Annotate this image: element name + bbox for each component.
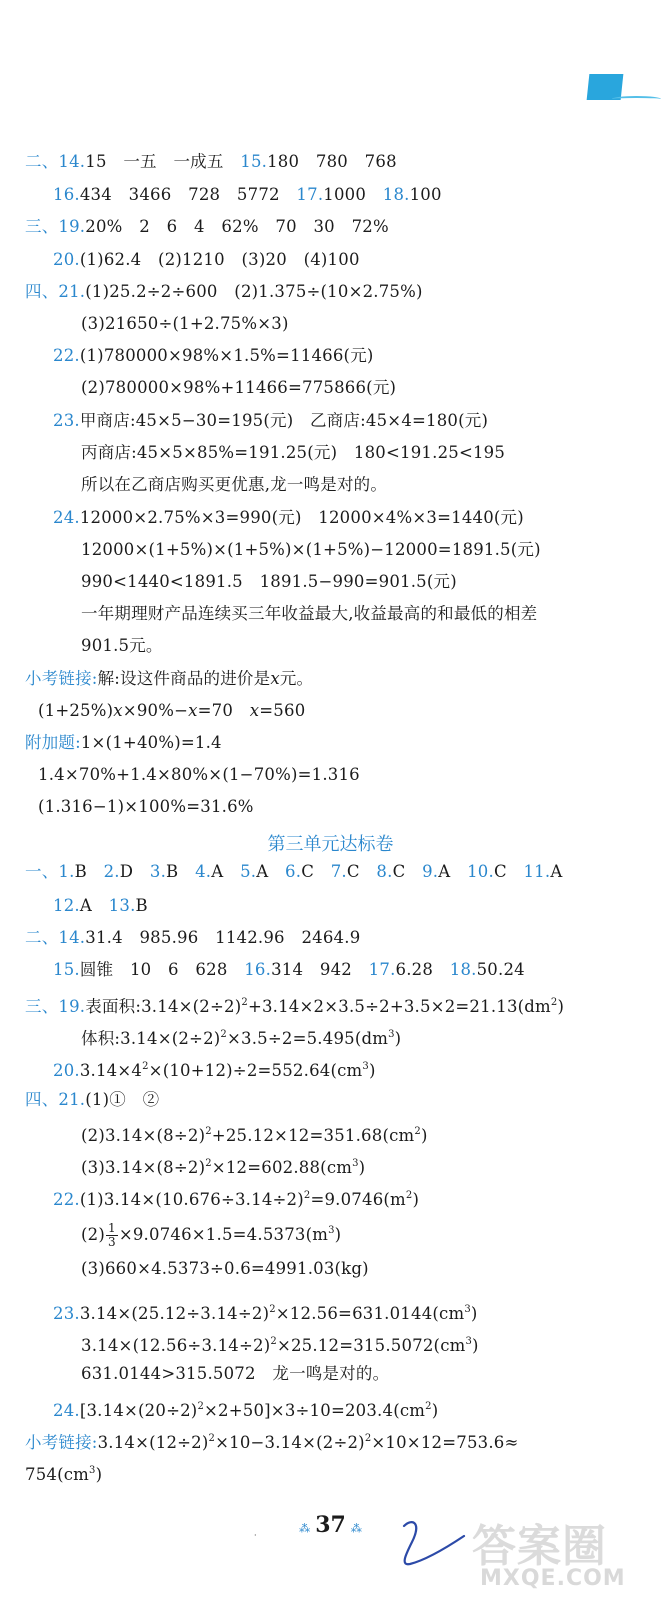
question-number: 19. [58, 997, 86, 1016]
question-number: 4. [195, 862, 212, 881]
question-number: 5. [240, 862, 257, 881]
exponent: 2 [550, 997, 558, 1008]
answer-text: C [301, 862, 331, 881]
question-number: 22. [53, 346, 80, 365]
question-number: 18. [449, 960, 477, 979]
answer-text: ) [431, 1401, 439, 1420]
footer-ornament-left: ⁂ [299, 1522, 311, 1535]
answer-line [53, 508, 524, 528]
section-label: 小考链接: [25, 669, 98, 688]
variable-x: x [249, 701, 260, 720]
answer-text: ) [368, 1061, 376, 1080]
answer-line [53, 1186, 419, 1210]
question-number: 17. [296, 185, 324, 204]
answer-line [81, 443, 505, 463]
answer-text: C [493, 862, 524, 881]
answer-text: 1.4×70%+1.4×80%×(1−70%)=1.316 [38, 765, 360, 784]
section-label: 三、 [25, 997, 59, 1016]
variable-x: x [113, 701, 123, 720]
answer-line [81, 378, 396, 398]
answer-line [53, 411, 488, 431]
section-label: 四、 [25, 1090, 59, 1109]
watermark-logo-text: 答案圈 [472, 1521, 607, 1572]
answer-text: 丙商店:45×5×85%=191.25(元) 180<191.25<195 [81, 443, 506, 462]
answer-text: ×(10+12)÷2=552.64(cm [148, 1061, 363, 1080]
answer-text: ) [470, 1304, 478, 1323]
answer-text: ) [472, 1336, 479, 1355]
answer-text: A [438, 862, 468, 881]
answer-text: ) [557, 997, 565, 1016]
fraction [106, 1222, 118, 1249]
corner-decoration-line [612, 96, 661, 102]
answer-line [81, 1259, 369, 1279]
question-number: 24. [53, 1401, 80, 1420]
question-number: 11. [523, 862, 551, 881]
answer-line [53, 185, 442, 205]
answer-text: 1000 [323, 185, 383, 204]
section-label: 二、 [25, 928, 59, 947]
question-number: 10. [467, 862, 494, 881]
answer-line [53, 1397, 438, 1421]
answer-line [53, 1300, 478, 1324]
question-number: 3. [149, 862, 167, 881]
answer-text: (1)① ② [85, 1090, 160, 1109]
answer-text: (1)62.4 (2)1210 (3)20 (4)100 [79, 250, 360, 269]
section-label: 附加题: [25, 733, 81, 752]
answer-text: D [119, 862, 150, 881]
answer-text: (3)21650÷(1+2.75%×3) [81, 314, 289, 333]
exponent: 2 [270, 1336, 277, 1347]
answer-text: [3.14×(20÷2) [79, 1401, 198, 1420]
answer-text: 314 942 [271, 960, 369, 979]
answer-text: 表面积:3.14×(2÷2) [85, 997, 242, 1016]
answer-line [53, 896, 148, 916]
handwritten-mark [398, 1508, 468, 1584]
answer-text: 180 780 768 [267, 152, 397, 171]
exponent: 3 [388, 1029, 395, 1040]
variable-x: x [188, 701, 198, 720]
exponent: 2 [364, 1433, 372, 1444]
answer-line [81, 1364, 389, 1384]
answer-line [53, 346, 374, 366]
answer-line [25, 993, 564, 1017]
answer-line [25, 1461, 102, 1485]
question-number: 12. [53, 896, 80, 915]
answer-text: ) [412, 1190, 420, 1209]
question-number: 24. [53, 508, 80, 527]
answer-line [81, 636, 163, 656]
page-number: 37 [315, 1512, 346, 1538]
answer-text: 圆锥 10 6 628 [79, 960, 245, 979]
question-number: 14. [58, 928, 86, 947]
answer-text: A [79, 896, 109, 915]
answer-text: C [346, 862, 377, 881]
answer-line [81, 1025, 401, 1049]
section-title: 第三单元达标卷 [267, 834, 394, 855]
answer-text: 434 3466 728 5772 [79, 185, 297, 204]
question-number: 1. [58, 862, 75, 881]
question-number: 19. [58, 217, 86, 236]
answer-text: 1×(1+40%)=1.4 [80, 733, 222, 752]
answer-text: A [550, 862, 563, 881]
answer-text: 解:设这件商品的进价是 [97, 669, 271, 688]
answer-line [81, 540, 541, 560]
answer-text: ×10−3.14×(2÷2) [215, 1433, 365, 1452]
answer-line [25, 862, 562, 882]
answer-text: ×9.0746×1.5=4.5373(m [118, 1225, 329, 1244]
question-number: 13. [108, 896, 136, 915]
exponent: 3 [465, 1336, 473, 1347]
answer-text: 3.14×(12÷2) [97, 1433, 209, 1452]
answer-text: B [166, 862, 196, 881]
answer-line [38, 797, 254, 817]
answer-text: (1)780000×98%×1.5%=11466(元) [79, 346, 374, 365]
answer-line [81, 1122, 428, 1146]
answer-text: 3.14×(12.56÷3.14÷2) [81, 1336, 271, 1355]
section-label: 二、 [25, 152, 59, 171]
answer-text: 20% 2 6 4 62% 70 30 72% [85, 217, 389, 236]
variable-x: x [270, 669, 280, 688]
answer-text: C [392, 862, 423, 881]
answer-text: A [211, 862, 241, 881]
exponent: 3 [362, 1061, 369, 1072]
answer-text: 一年期理财产品连续买三年收益最大,收益最高的和最低的相差 [81, 604, 538, 623]
answer-text: 体积:3.14×(2÷2) [81, 1029, 221, 1048]
answer-line [25, 1429, 519, 1453]
answer-line [25, 152, 397, 172]
question-number: 21. [58, 1090, 86, 1109]
answer-text: 12000×2.75%×3=990(元) 12000×4%×3=1440(元) [79, 508, 524, 527]
answer-text: 3.14×4 [79, 1061, 143, 1080]
answer-text: ) [394, 1029, 402, 1048]
answer-line [25, 669, 313, 689]
question-number: 17. [368, 960, 396, 979]
answer-line [25, 928, 360, 948]
answer-text: A [256, 862, 286, 881]
answer-text: (1)25.2÷2÷600 (2)1.375÷(10×2.75%) [85, 282, 423, 301]
footer-ornament-right: ⁂ [350, 1522, 362, 1535]
exponent: 2 [241, 997, 248, 1008]
watermark [472, 1510, 626, 1591]
answer-text: ) [420, 1126, 428, 1145]
question-number: 8. [376, 862, 393, 881]
answer-line [38, 701, 305, 721]
exponent: 2 [220, 1029, 227, 1040]
answer-text: ) [334, 1225, 342, 1244]
answer-text: ×2+50]×3÷10=203.4(cm [204, 1401, 426, 1420]
answer-text: 990<1440<1891.5 1891.5−990=901.5(元) [81, 572, 457, 591]
answer-text: B [135, 896, 148, 915]
answer-text: ) [95, 1465, 103, 1484]
section-label: 小考链接: [25, 1433, 98, 1452]
fraction-numerator: 1 [107, 1221, 116, 1235]
exponent: 2 [425, 1401, 432, 1412]
answer-line [25, 733, 222, 753]
answer-line [81, 1221, 341, 1249]
answer-text: ×90%− [122, 701, 189, 720]
answer-line [81, 475, 387, 495]
answer-text: (3)3.14×(8÷2) [81, 1158, 206, 1177]
answer-line [53, 960, 525, 980]
section-label: 一、 [25, 862, 59, 881]
answer-line [25, 282, 423, 302]
question-number: 14. [58, 152, 86, 171]
answer-text: +3.14×2×3.5÷2+3.5×2=21.13(dm [247, 997, 551, 1016]
exponent: 3 [328, 1225, 335, 1236]
answer-text: ) [358, 1158, 366, 1177]
question-number: 20. [53, 1061, 80, 1080]
answer-line [81, 314, 289, 334]
answer-line [53, 1057, 376, 1081]
answer-text: 元。 [279, 669, 314, 688]
exponent: 3 [464, 1304, 471, 1315]
question-number: 21. [58, 282, 86, 301]
answer-text: 6.28 [395, 960, 450, 979]
answer-text: B [74, 862, 104, 881]
answer-text: (1.316−1)×100%=31.6% [38, 797, 254, 816]
answer-text: (2)780000×98%+11466=775866(元) [81, 378, 397, 397]
answer-text: 31.4 985.96 1142.96 2464.9 [85, 928, 361, 947]
exponent: 2 [197, 1401, 205, 1412]
answer-text: =9.0746(m [310, 1190, 406, 1209]
answer-text: (1+25%) [38, 701, 114, 720]
answer-text: ×12.56=631.0144(cm [275, 1304, 465, 1323]
answer-line [38, 765, 360, 785]
question-number: 23. [53, 411, 80, 430]
answer-text: (2)3.14×(8÷2) [81, 1126, 206, 1145]
answer-text: 所以在乙商店购买更优惠,龙一鸣是对的。 [81, 475, 388, 494]
question-number: 16. [53, 185, 80, 204]
exponent: 2 [303, 1190, 311, 1201]
question-number: 20. [53, 250, 80, 269]
question-number: 18. [382, 185, 410, 204]
exponent: 2 [208, 1433, 216, 1444]
answer-line [25, 1090, 159, 1110]
answer-text: 甲商店:45×5−30=195(元) 乙商店:45×4=180(元) [79, 411, 489, 430]
exponent: 2 [142, 1061, 149, 1072]
exponent: 2 [269, 1304, 276, 1315]
answer-text: ×10×12=753.6≈ [371, 1433, 519, 1452]
answer-text: 631.0144>315.5072 龙一鸣是对的。 [81, 1364, 390, 1383]
question-number: 15. [53, 960, 80, 979]
answer-text: 100 [409, 185, 442, 204]
section-label: 四、 [25, 282, 59, 301]
footer-dot: · [254, 1531, 257, 1540]
question-number: 6. [285, 862, 302, 881]
answer-text: =560 [259, 701, 306, 720]
answer-line [25, 217, 389, 237]
answer-line [81, 572, 457, 592]
answer-text: =70 [197, 701, 250, 720]
answer-line [81, 1154, 365, 1178]
section-label: 三、 [25, 217, 59, 236]
answer-text: 15 一五 一成五 [85, 152, 241, 171]
question-number: 9. [422, 862, 439, 881]
answer-text: +25.12×12=351.68(cm [211, 1126, 415, 1145]
answer-text: (2) [81, 1225, 105, 1244]
answer-text: (1)3.14×(10.676÷3.14÷2) [79, 1190, 304, 1209]
answer-text: 12000×(1+5%)×(1+5%)×(1+5%)−12000=1891.5(元) [81, 540, 541, 559]
question-number: 15. [240, 152, 268, 171]
exponent: 2 [205, 1158, 212, 1169]
answer-line [81, 604, 537, 624]
exponent: 3 [352, 1158, 359, 1169]
exponent: 2 [414, 1126, 421, 1137]
watermark-url: MXQE.COM [480, 1566, 626, 1591]
answer-text: ×3.5÷2=5.495(dm [226, 1029, 389, 1048]
question-number: 23. [53, 1304, 80, 1323]
exponent: 2 [405, 1190, 413, 1201]
question-number: 7. [330, 862, 347, 881]
answer-text: ×25.12=315.5072(cm [276, 1336, 466, 1355]
answer-text: 754(cm [25, 1465, 90, 1484]
answer-text: 901.5元。 [81, 636, 163, 655]
question-number: 22. [53, 1190, 80, 1209]
answer-text: ×12=602.88(cm [211, 1158, 353, 1177]
answer-text: (3)660×4.5373÷0.6=4991.03(kg) [81, 1259, 369, 1278]
answer-text: 50.24 [476, 960, 525, 979]
answer-text: 3.14×(25.12÷3.14÷2) [79, 1304, 270, 1323]
answer-line [81, 1332, 479, 1356]
answer-line [53, 250, 360, 270]
question-number: 16. [244, 960, 272, 979]
exponent: 3 [89, 1465, 96, 1476]
question-number: 2. [103, 862, 120, 881]
fraction-denominator: 3 [107, 1235, 116, 1249]
exponent: 2 [205, 1126, 212, 1137]
